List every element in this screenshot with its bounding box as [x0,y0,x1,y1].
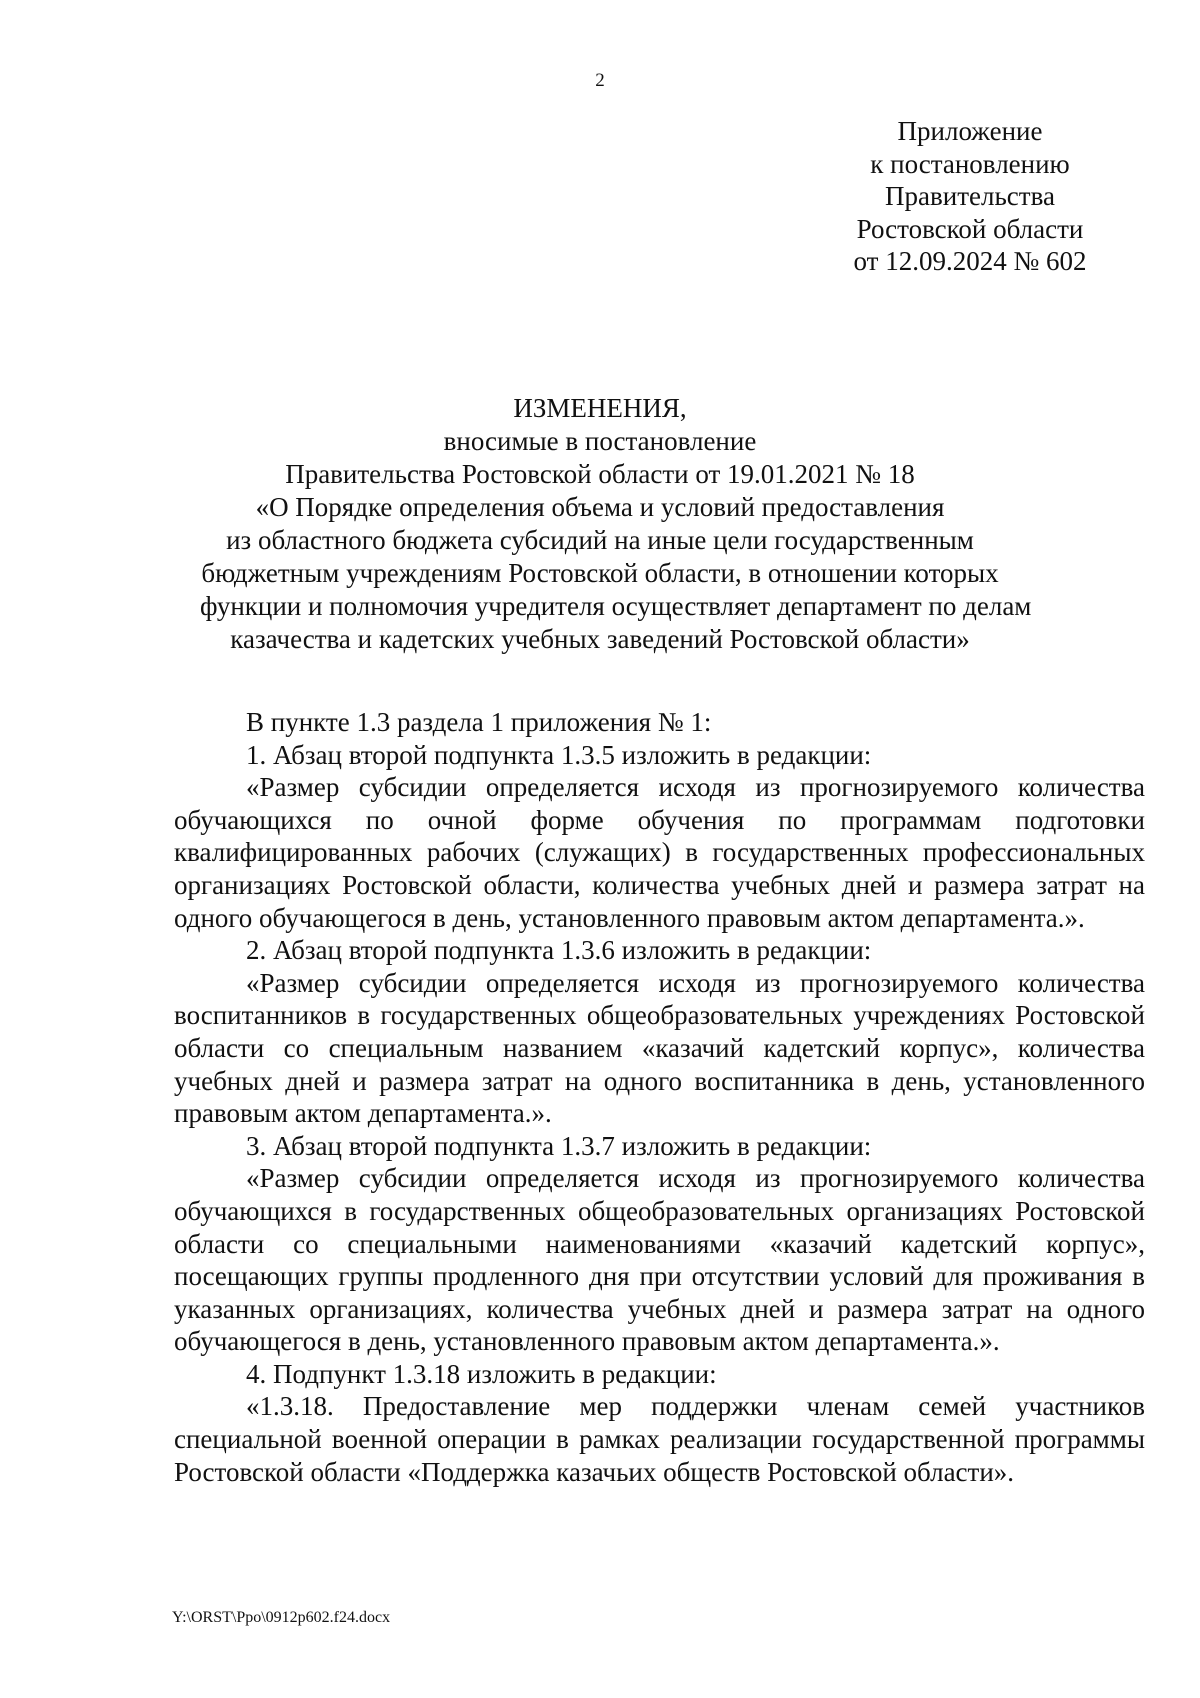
amendment-item-3: 3. Абзац второй подпункта 1.3.7 изложить в редакции: [246,1130,872,1161]
document-title [200,392,1032,656]
page-number: 2 [595,70,605,91]
amendment-item-1: 1. Абзац второй подпункта 1.3.5 изложить в редакции: [246,739,872,770]
appendix-header [820,115,1120,278]
title-line: Правительства Ростовской области от 19.01.2021 № 18 [285,459,915,489]
appendix-line: Ростовской области [856,213,1084,244]
amendment-text-4: «1.3.18. Предоставление мер поддержки членам семей участников специальной военной операции в рамках реализации государственной программы Ростовской области «Поддержка казачьих обществ Ростовской области». [174,1391,1145,1487]
amendment-text-1: «Размер субсидии определяется исходя из прогнозируемого количества обучающихся по очной форме обучения по программам подготовки квалифицированных рабочих (служащих) в государственных профессиональных организациях Ростовской области, количества учебных дней и размера затрат на одного обучающегося в день, установленного правовым актом департамента.». [174,772,1145,933]
title-line: «О Порядке определения объема и условий предоставления [255,492,945,522]
amendment-text-2: «Размер субсидии определяется исходя из прогнозируемого количества воспитанников в государственных общеобразовательных учреждениях Ростовской области со специальным названием «казачий кадетский корпус», количества учебных дней и размера затрат на одного воспитанника в день, установленного правовым актом департамента.». [174,967,1145,1129]
title-line: вносимые в постановление [443,426,757,456]
appendix-line: Правительства [885,181,1055,211]
appendix-line: к постановлению [870,148,1070,179]
amendment-item-4: 4. Подпункт 1.3.18 изложить в редакции: [246,1358,717,1389]
title-heading: ИЗМЕНЕНИЯ, [513,393,687,423]
amendment-item-2: 2. Абзац второй подпункта 1.3.6 изложить в редакции: [246,935,872,966]
title-line: казачества и кадетских учебных заведений Ростовской области» [230,624,970,654]
appendix-line: Приложение [897,116,1043,146]
footer-file-path: Y:\ORST\Ppo\0912p602.f24.docx [172,1609,391,1626]
document-body [174,706,1145,1488]
title-line: функции и полномочия учредителя осуществляет департамент по делам [200,591,1032,621]
title-line: из областного бюджета субсидий на иные цели государственным [226,525,974,555]
title-line: бюджетным учреждениям Ростовской области, в отношении которых [201,558,999,588]
amendment-text-3: «Размер субсидии определяется исходя из прогнозируемого количества обучающихся в государственных общеобразовательных организациях Ростовской области со специальными наименованиями «казачий кадетский корпус», посещающих группы продленного дня при отсутствии условий для проживания в указанных организациях, количества учебных дней и размера затрат на одного обучающегося в день, установленного правовым актом департамента.». [174,1163,1145,1357]
intro-paragraph: В пункте 1.3 раздела 1 приложения № 1: [246,707,712,737]
appendix-date-number: от 12.09.2024 № 602 [853,246,1087,276]
